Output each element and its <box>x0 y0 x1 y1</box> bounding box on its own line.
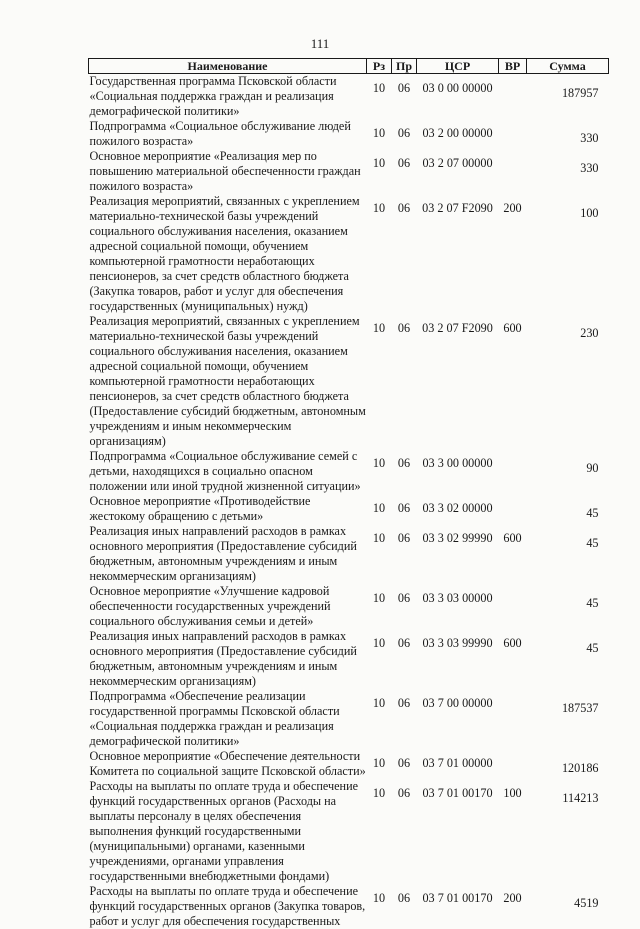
row-rz: 10 <box>367 149 392 194</box>
row-pr: 06 <box>392 584 417 629</box>
row-name: Расходы на выплаты по оплате труда и обеспечение функций государственных органов (Расходы на выплаты персоналу в целях обеспечения выполнения функций государственными (муниципальными) органами, казенными учреждениями, органами управления государственными внебюджетными фондами) <box>89 779 367 884</box>
header-vr: ВР <box>499 59 527 74</box>
table-row <box>89 524 609 584</box>
row-pr: 06 <box>392 119 417 149</box>
table-row <box>89 494 609 524</box>
table-row <box>89 584 609 629</box>
header-row <box>89 59 609 74</box>
table-row <box>89 629 609 689</box>
row-rz: 10 <box>367 629 392 689</box>
table-row <box>89 74 609 120</box>
row-name: Подпрограмма «Социальное обслуживание людей пожилого возраста» <box>89 119 367 149</box>
row-csr: 03 3 03 00000 <box>417 584 499 629</box>
row-sum: 90 <box>527 449 609 494</box>
row-rz: 10 <box>367 524 392 584</box>
row-csr: 03 2 07 F2090 <box>417 314 499 449</box>
header-csr: ЦСР <box>417 59 499 74</box>
row-name: Основное мероприятие «Противодействие жестокому обращению с детьми» <box>89 494 367 524</box>
row-sum: 45 <box>527 524 609 584</box>
row-rz: 10 <box>367 689 392 749</box>
row-pr: 06 <box>392 194 417 314</box>
row-name: Реализация иных направлений расходов в рамках основного мероприятия (Предоставление субсидий бюджетным, автономным учреждениям и иным некоммерческим организациям) <box>89 524 367 584</box>
header-pr: Пр <box>392 59 417 74</box>
row-csr: 03 7 01 00000 <box>417 749 499 779</box>
row-vr: 600 <box>499 629 527 689</box>
row-name: Государственная программа Псковской области «Социальная поддержка граждан и реализация демографической политики» <box>89 74 367 120</box>
header-name: Наименование <box>89 59 367 74</box>
row-pr: 06 <box>392 74 417 120</box>
row-sum: 114213 <box>527 779 609 884</box>
row-name: Подпрограмма «Обеспечение реализации государственной программы Псковской области «Социальная поддержка граждан и реализация демографической политики» <box>89 689 367 749</box>
row-pr: 06 <box>392 494 417 524</box>
row-csr: 03 0 00 00000 <box>417 74 499 120</box>
budget-table <box>88 58 609 929</box>
table-row <box>89 119 609 149</box>
row-name: Основное мероприятие «Улучшение кадровой обеспеченности государственных учреждений социального обслуживания семьи и детей» <box>89 584 367 629</box>
table-row <box>89 779 609 884</box>
row-pr: 06 <box>392 314 417 449</box>
row-vr <box>499 149 527 194</box>
row-sum: 120186 <box>527 749 609 779</box>
row-name: Основное мероприятие «Реализация мер по повышению материальной обеспеченности граждан пожилого возраста» <box>89 149 367 194</box>
row-vr <box>499 449 527 494</box>
row-vr: 100 <box>499 779 527 884</box>
table-row <box>89 449 609 494</box>
row-vr <box>499 494 527 524</box>
row-pr: 06 <box>392 629 417 689</box>
row-csr: 03 2 07 F2090 <box>417 194 499 314</box>
row-sum: 45 <box>527 494 609 524</box>
row-rz: 10 <box>367 314 392 449</box>
row-rz: 10 <box>367 194 392 314</box>
row-name: Реализация иных направлений расходов в рамках основного мероприятия (Предоставление субсидий бюджетным, автономным учреждениям и иным некоммерческим организациям) <box>89 629 367 689</box>
row-csr: 03 2 00 00000 <box>417 119 499 149</box>
row-sum: 100 <box>527 194 609 314</box>
row-name: Подпрограмма «Социальное обслуживание семей с детьми, находящихся в социально опасном положении или иной трудной жизненной ситуации» <box>89 449 367 494</box>
row-rz: 10 <box>367 749 392 779</box>
row-csr: 03 3 00 00000 <box>417 449 499 494</box>
row-pr: 06 <box>392 449 417 494</box>
row-rz: 10 <box>367 494 392 524</box>
row-vr: 600 <box>499 524 527 584</box>
row-pr: 06 <box>392 524 417 584</box>
row-sum: 330 <box>527 119 609 149</box>
row-csr: 03 7 00 00000 <box>417 689 499 749</box>
row-sum: 4519 <box>527 884 609 929</box>
row-csr: 03 7 01 00170 <box>417 779 499 884</box>
row-sum: 187537 <box>527 689 609 749</box>
row-rz: 10 <box>367 119 392 149</box>
row-vr <box>499 749 527 779</box>
header-sum: Сумма <box>527 59 609 74</box>
table-row <box>89 689 609 749</box>
row-vr <box>499 119 527 149</box>
table-row <box>89 314 609 449</box>
row-pr: 06 <box>392 884 417 929</box>
row-sum: 45 <box>527 629 609 689</box>
row-csr: 03 2 07 00000 <box>417 149 499 194</box>
row-vr: 200 <box>499 884 527 929</box>
table-body <box>89 74 609 929</box>
table-header <box>89 59 609 74</box>
page-number: 111 <box>0 36 640 52</box>
row-sum: 45 <box>527 584 609 629</box>
row-rz: 10 <box>367 884 392 929</box>
row-sum: 230 <box>527 314 609 449</box>
table-row <box>89 884 609 929</box>
row-name: Реализация мероприятий, связанных с укреплением материально-технической базы учреждений социального обслуживания населения, оказанием адресной социальной помощи, обучением компьютерной грамотности неработающих пенсионеров, за счет средств областного бюджета (Предоставление субсидий бюджетным, автономным учреждениям и иным некоммерческим организациям) <box>89 314 367 449</box>
row-vr <box>499 689 527 749</box>
row-pr: 06 <box>392 779 417 884</box>
row-rz: 10 <box>367 449 392 494</box>
row-vr <box>499 584 527 629</box>
row-sum: 187957 <box>527 74 609 120</box>
row-csr: 03 3 03 99990 <box>417 629 499 689</box>
row-name: Основное мероприятие «Обеспечение деятельности Комитета по социальной защите Псковской области» <box>89 749 367 779</box>
table-row <box>89 194 609 314</box>
row-rz: 10 <box>367 74 392 120</box>
row-name: Реализация мероприятий, связанных с укреплением материально-технической базы учреждений социального обслуживания населения, оказанием адресной социальной помощи, обучением компьютерной грамотности неработающих пенсионеров, за счет средств областного бюджета (Закупка товаров, работ и услуг для обеспечения государственных (муниципальных) нужд) <box>89 194 367 314</box>
table-row <box>89 749 609 779</box>
row-csr: 03 7 01 00170 <box>417 884 499 929</box>
header-rz: Рз <box>367 59 392 74</box>
row-csr: 03 3 02 00000 <box>417 494 499 524</box>
row-pr: 06 <box>392 689 417 749</box>
row-pr: 06 <box>392 749 417 779</box>
row-rz: 10 <box>367 779 392 884</box>
table-row <box>89 149 609 194</box>
row-vr: 200 <box>499 194 527 314</box>
row-rz: 10 <box>367 584 392 629</box>
row-vr: 600 <box>499 314 527 449</box>
row-name: Расходы на выплаты по оплате труда и обеспечение функций государственных органов (Закупка товаров, работ и услуг для обеспечения государственных <box>89 884 367 929</box>
row-vr <box>499 74 527 120</box>
row-pr: 06 <box>392 149 417 194</box>
row-sum: 330 <box>527 149 609 194</box>
row-csr: 03 3 02 99990 <box>417 524 499 584</box>
